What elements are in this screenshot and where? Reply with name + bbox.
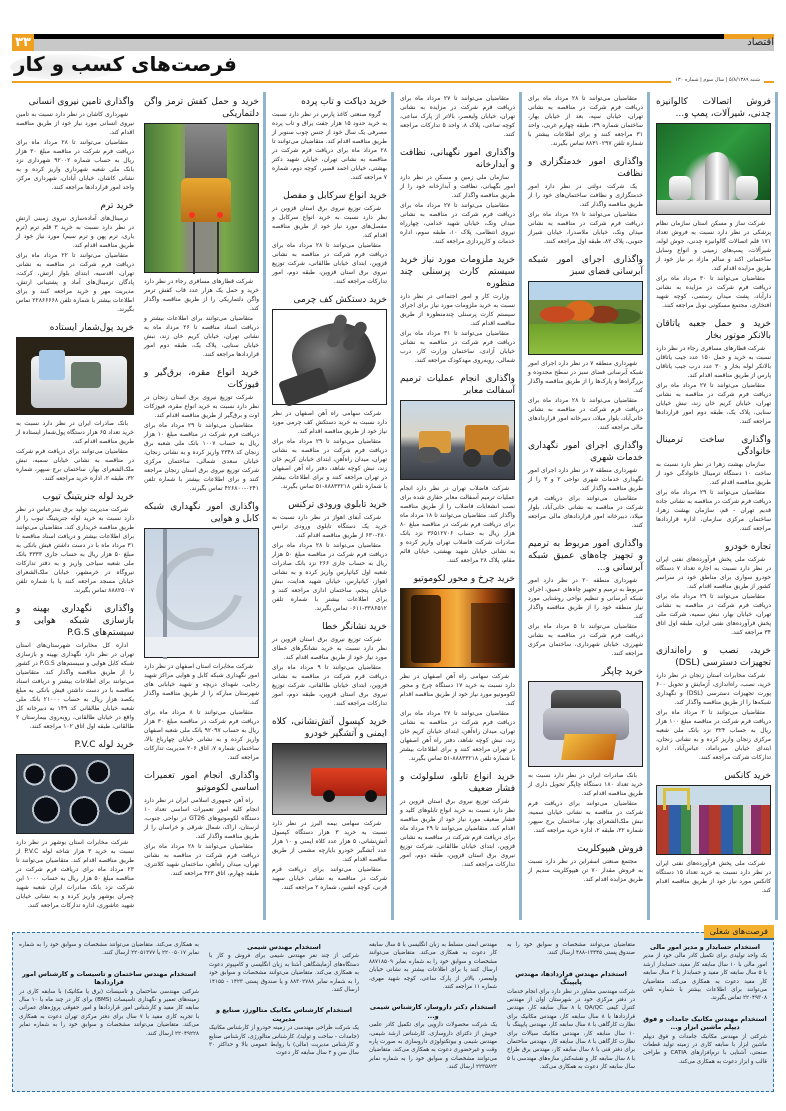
job-body: شرکتی مهندسی ساختمان و تاسیسات (برق یا مکانیک) با سابقه کاری در زمینه‌های تعمیر و نگهداری تاسیسات (BMS) برای کار در چند ماه با ۱۰ سال سابقه کار مفید و کارشناس امور قراردادها و امور حقوقی پروژه‌های عمرانی با تجربه کاری مفید با ۷ سال برای دفتر مرکزی تهران دعوت به همکاری می‌کند. متقاضیان می‌توانند مشخصات و سوابق خود را به شماره نمابر ۲۲۰۴۹۲۲۸ ارسال کنند.: [19, 988, 199, 1037]
job-body: یک شرکت طراحی مهندسی در زمینه خودرو از کارشناس مکانیک (جامدات - ساخت و تولید)، کارشناس متالورژی، کارشناس صنایع و کارشناس مدیریت (مالی) با روابط عمومی بالا و حداکثر ۳۰ سال سن و ۲ سال سابقه کار دعوت: [209, 1025, 359, 1057]
article-body: شرکت سهامی راه آهن اصفهان در نظر دارد نسبت به خرید دستکش کف چرمی مورد نیاز خود از طریق مناقصه اقدام کند.: [272, 410, 387, 435]
article-body: متقاضیان می‌توانند تا ۲۸ مرداد ماه برای دریافت فرم شرکت در مناقصه مبلغ ۳۰ هزار ریال به حساب شماره ۹۲۰۰۲ شهرداری نزد بانک ملی شعبه شهرداری واریز کرده و به نشانی کاشان، خیابان آبادان، شهرداری مرکز، واحد امور قراردادها مراجعه کنند.: [16, 139, 134, 191]
article-body: شرکت توزیع نیروی برق استان قزوین در نظر دارد نسبت به خرید انواع سرکابل و مفصل‌های مورد نیاز خود از طریق مناقصه اقدام کند.: [272, 205, 387, 239]
article-heading: خرید، نصب و راه‌اندازی تجهیزات دسترسی (DSL): [656, 646, 771, 668]
article-body: شرکت سهامی بیمه البرز در نظر دارد نسبت به خرید ۳ هزار دستگاه کپسول آتش‌نشانی، ۵ هزار عدد کلاه ایمنی و ۱۰ هزار عدد آتشگیر خودرو بایارچه مشمی از طریق مناقصه اقدام کند.: [272, 820, 387, 863]
article-body: متقاضیان می‌توانند تا ۳۰ مرداد ماه برای دریافت فرم شرکت در مزایده به نشانی دارآباد، پشت میدان رستمی، کوچه شهید افتخاری، مجتمع مسکونی نوبل مراجعه کنند.: [656, 275, 771, 309]
article-heading: واگذاری نگهداری بهینه و بازسازی شبکه هوایی و سیستم‌های P.G.S: [16, 604, 134, 638]
article-body: متقاضیان می‌توانند تا ۲۸ مرداد ماه برای دریافت فرم شرکت در مناقصه به نشانی میدان ونک، خیابان ملاصدرا، خیابان شیراز جنوبی، پلاک ۸۲، طبقه اول مراجعه کنند.: [528, 211, 643, 245]
job-heading: استخدام حسابدار و مدیر امور مالی: [650, 943, 760, 951]
section-title: فرصت‌های کسب و کار: [14, 52, 237, 76]
article-body: متقاضیان می‌توانند تا ۲ مرداد ماه برای دریافت فرم شرکت در مناقصه مبلغ ۱۰۰ هزار ریال به حساب ۳۲۴ نزد بانک ملی شعبه مرکزی زنجان واریز کرده و به نشانی زنجان، ابتدای خیابان میرداماد، عباس‌آباد، اداره تدارکات شرکت مراجعه کنند.: [656, 709, 771, 761]
job-body: شرکت مهندسی مشاور در نظر دارد برای انجام خدمات در دفتر مرکزی خود در شهرستان اوان از مهندس کنترل کیفی QA/QC با ۸ سال سابقه کار، مهندس قراردادها با ۸ سال سابقه کار، مهندس مکانیک برای نظارت کارگاهی با ۸ سال سابقه کار، مهندس پایپینگ با ۱۰ سال سابقه کار، مهندس مکانیک سیالات برای نظارت کارگاهی با ۸ سال سابقه کار، مهندس ساختمان برای دفتر فنی با ۸ سال سابقه کار، مهندس برق طراح با ۸ سال سابقه کار و نقشه‌کش سازه‌های مهندسی با ۵ سال سابقه کار دعوت به همکاری می‌کند.: [507, 988, 636, 1071]
fire-truck-photo: [272, 743, 387, 815]
article-body: متقاضیان می‌توانند تا ۲۹ مرداد ماه برای دریافت فرم شرکت در مناقصه مبلغ ۱۰ هزار ریال به حساب ۱۰۰۷ بانک ملی شعبه برق زنجان کد ۲۳۴۸ واریز کرده و به نشانی زنجان، خیابان سعدی شمالی، ساختمان مرکزی شرکت توزیع نیروی برق استان زنجان مراجعه کنند و برای اطلاعات بیشتر با شماره تلفن ۰۲۴۱-۴۲۶۸۰۰ تماس بگیرند.: [144, 422, 260, 492]
article-heading: خرید انواع تابلو، سلولوئت و فشار ضعیف: [400, 772, 515, 794]
job-heading: استخدام دکتر داروساز، کارشناس شیمی و...: [369, 1003, 497, 1020]
article-body: متقاضیان می‌توانند تا ۸ مرداد ماه برای دریافت فرم شرکت در مناقصه مبلغ ۳۰ هزار ریال به حساب ۹۲۰۹۷ بانک ملی شعبه اصفهان واریز کرده و به نشانی خیابان چهارباغ بالا، ساختمان شماره ۷، اتاق ۲۰۶ مدیریت تدارکات مراجعه کنند.: [144, 709, 260, 761]
article-heading: خرید انواع مقره، برق‌گیر و فیوزکات: [144, 368, 259, 390]
article-heading: خرید تابلوی ورودی ترکنس: [288, 500, 387, 510]
article-heading: خرید پول‌شمار ایستاده: [49, 323, 134, 333]
article-body: متقاضیان می‌توانند برای دریافت فرم شرکت در مناقصه به نشانی خانی‌آباد، بلوار میلاد، دبیرخانه امور قراردادهای مالی مراجعه کنند.: [528, 495, 643, 529]
column-3: [396, 92, 522, 920]
article-body: سازمان بهشت زهرا در نظر دارد نسبت به ساخت ۱۰ دستگاه ترمینال خانوادگی خود از طریق مناقصه اقدام کند.: [656, 461, 771, 486]
orange-divider: [12, 81, 774, 83]
article-body: مجتمع صنعتی اسفراین در نظر دارد نسبت به فروش مقدار ۷۰ تن هیپوکلریت سدیم از طریق مزایده اقدام کند.: [528, 858, 643, 883]
article-heading: خرید دستکش کف چرمی: [293, 295, 387, 305]
dateline: شنبه ۵/۸/۱۳۸۹ | سال سوم | شماره ۱۳۰: [671, 77, 764, 83]
article-body: متقاضیان می‌توانند تا ۲۸ مرداد ماه برای دریافت فرم شرکت در مناقصه به نشانی تهران، خیابان سپه، بعد از خیابان بهار، ساختمان شماره ۳۹، طبقه چهارم غربی، واحد ۳۱ مراجعه کنند و برای اطلاعات بیشتر با شماره تلفن ۸۸۳۱۰۲۹۷ تماس بگیرند.: [528, 95, 643, 147]
jobs-column-2: [507, 941, 635, 1072]
article-body: متقاضیان می‌توانند تا ۲۸ مرداد ماه برای دریافت فرم شرکت در مناقصه به نشانی تهران، میدان راه‌آهن، ساختمان شهید کلانتری، طبقه چهارم، اتاق ۴۲۳ مراجعه کنند.: [144, 843, 259, 877]
article-body: شرکت مخابرات استان اصفهان در نظر دارد امور نگهداری شبکه کابل و هوایی مراکز شهید رجایی، شهدای دریچه و شهید خیابانی های شهرستان مبارکه را از طریق مناقصه واگذار کند.: [144, 663, 259, 706]
article-body: متقاضیان می‌توانند برای دریافت فرم شرکت در مناقصه به نشانی خیابان سمیه، نبش ملک‌الشعرای بهار، ساختمان برج سپهر، شماره ۳۲، طبقه ۲، اداره خرید مراجعه کنند.: [16, 448, 134, 482]
job-body: به همکاری می‌کند. متقاضیان می‌توانند مشخصات و سوابق خود را به شماره نمابر ۲۲۰۰۵۰۱۷ یا ۲۲۰۵۱۳۷۷ ارسال کنند.: [19, 942, 199, 957]
newspaper-logo: اقتصاد: [747, 37, 774, 48]
jobs-column-1: [643, 941, 767, 1066]
article-heading: فروش هیپوکلریت: [577, 844, 643, 854]
article-heading: خرید ترم: [100, 201, 134, 211]
article-heading: واگذاری امور نگهبانی، نظافت و آبدارخانه: [400, 148, 515, 170]
article-heading: فروش اتصالات کالوانیزه چدنی، شیرآلات، پمپ و...: [656, 97, 771, 119]
article-body: شهرداری منطقه ۲۰ در نظر دارد امور مربوط به ترمیم و تجهیز چاه‌های عمیق، اجرای شبکه آبرسانی و تنظیم نواحی روشنایی مورد نیاز منطقه خود را از طریق مناقصه واگذار کند.: [528, 577, 643, 620]
article-heading: خرید نشانگر خطا: [322, 622, 387, 632]
jobs-section-tag: فرصت‌های شغلی: [704, 925, 774, 940]
article-body: شرکت توزیع نیروی برق استان زنجان در نظر دارد نسبت به خرید انواع مقره، فیوزکات اوت و برق‌گیر از طریق مناقصه اقدام کند.: [144, 394, 259, 419]
article-body: راه آهن جمهوری اسلامی ایران در نظر دارد انجام کلیه امور تعمیرات اساسی تعداد ۱۰ دستگاه لکوموتیوهای GT26 در نواحی جنوب، لرستان، اراک، شمال شرقی و خراسان را از طریق مناقصه واگذار کند.: [144, 797, 259, 840]
article-body: متقاضیان می‌توانند تا ۳۱ مرداد ماه برای دریافت فرم شرکت در مناقصه به نشانی خیابان آزادی، ساختمان وزارت کار، درب شمالی، روبه‌روی مهدکودک مراجعه کنند.: [400, 330, 515, 364]
article-body: متقاضیان می‌توانند تا ۲۹ مرداد ماه برای دریافت فرم شرکت در مناقصه به نشانی تهران، خیابان بهار، نبش سمیه، شرکت ملی پخش فرآورده‌های نفتی ایران، طبقه اول اتاق ۳۴ مراجعه کنند.: [656, 593, 771, 636]
article-heading: واگذاری انجام عملیات ترمیم آسفالت معابر: [400, 374, 515, 396]
article-body: متقاضیان می‌توانند برای اطلاعات بیشتر و دریافت اسناد مناقصه تا ۲۶ مرداد ماه به نشانی تهران، خیابان کریم خان زند، نبش خیابان سنایی، پلاک یک، طبقه دوم امور قراردادها مراجعه کنند.: [144, 315, 259, 358]
article-body: متقاضیان می‌توانند تا ۲۸ مرداد ماه برای دریافت فرم شرکت در مناقصه به نشانی خانی‌آباد، بلوار میلاد، دبیرخانه امور قراردادهای مالی مراجعه کنند.: [528, 397, 643, 431]
column-5: [140, 92, 266, 920]
article-heading: خرید انواع سرکابل و مفصل: [283, 191, 387, 201]
article-body: متقاضیان می‌توانند تا ۲۸ مرداد ماه برای دریافت فرم شرکت در مناقصه مبلغ ۵۰ هزار ریال به حساب جاری ۲۶۶ نزد بانک صادرات شعبه اول کیانپارس واریز کرده و به نشانی اهواز، کیانپارس، خیابان شهید هدایت، نبش خیابان پنجم، ساختمان اداری مراجعه کنند و برای اطلاعات بیشتر با شماره تلفن ۳۳۸۶۵۱۲-۰۶۱۱ تماس بگیرند.: [272, 542, 387, 612]
column-1: [652, 92, 778, 920]
article-body: متقاضیان می‌توانند برای دریافت فرم شرکت در مناقصه به نشانی خیابان سمیه، نبش ملک‌الشعرای بهار، ساختمان برج سپهر، شماره ۳۲، طبقه ۲، اداره خرید مراجعه کنند.: [528, 800, 643, 834]
article-body: یک شرکت دولتی در نظر دارد امور خدمتگزاری و نظافت ساختمان‌های خود را از طریق مناقصه واگذار کند.: [528, 183, 643, 208]
article-body: شرکت ملی پخش فرآورده‌های نفتی ایران در نظر دارد نسبت به اجاره تعداد ۷ دستگاه خودرو سواری برای مناطق خود در سراسر کشور از طریق مناقصه اقدام کند.: [656, 556, 772, 590]
job-body: یک شرکت محصولات دارویی برای تکمیل کادر علمی خویش از دکترای داروسازی، کارشناس ارشد شیمی، مهندس شیمی و بیوتکنولوژی داروسازی به صورت پاره وقت و غیرحضوری دعوت به همکاری می‌کند. متقاضیان می‌توانند مشخصات و سوابق خود را به شماره نمابر ۲۲۳۵۸۲۲ ارسال کنند.: [369, 1022, 497, 1071]
article-columns: [8, 92, 778, 920]
job-body: شرکتی از مهندس مکانیک جامدات و فوق دیپلم ماشین ابزار با سابقه کاری در زمینه تولید قطعات صنعتی، آشنایی با نرم‌افزارهای CATIA و طراحی قالب و ابزار دعوت به همکاری می‌کند.: [643, 1033, 767, 1065]
job-heading: استخدام مهندس مکانیک جامدات و فوق دیپلم ماشین ابزار و...: [643, 1014, 767, 1032]
article-body: متقاضیان می‌توانند تا ۲۹ مرداد ماه برای دریافت فرم شرکت در مناقصه به نشانی تهران، میدان راه‌آهن، ابتدای خیابان کریم خان زند، نبش کوچه شاهد، دفتر راه آهن اصفهان در تهران مراجعه کنند و برای اطلاعات بیشتر با شماره تلفن ۸۸۸۳۳۲۱۸-۵۱ تماس بگیرند.: [272, 438, 387, 490]
article-body: متقاضیان می‌توانند تا ۲۷ مرداد ماه برای دریافت فرم شرکت در مزایده به نشانی تهران، خیابان ولیعصر، بالاتر از پارک ساعی، کوچه ساعی، پلاک ۸، واحد ۵ تدارکات مراجعه کنند.: [400, 95, 515, 138]
article-body: شهرداری منطقه ۷ در نظر دارد اجرای امور نگهداری خدمات شهری نواحی ۲ و ۳ را از طریق مناقصه واگذار کند.: [528, 467, 643, 492]
article-heading: واگذاری امور خدمتگزاری و نظافت: [528, 157, 643, 179]
satellite-dish-photo: [144, 528, 259, 658]
job-heading: استخدام مهندس ساختمان و تاسیسات و کارشناس امور قراردادها: [22, 969, 196, 987]
column-6: [12, 92, 138, 920]
article-heading: خرید ملزومات مورد نیاز خرید سیستم کارت پرسنلی چند منظوره: [400, 255, 515, 289]
article-body: شرکت قطارهای مسافری رجاء در نظر دارد خرید و حمل یک هزار عدد قاب کفش ترمز واگن دلتماریکی را از طریق مناقصه واگذار کند.: [144, 278, 259, 312]
article-body: گروه صنعتی کاغذ پارس در نظر دارد نسبت به خرید حدود ۱۵ هزار جفت یراق و تاب پرده مصرفی یک سال خود از جنس چوب سنوبر از طریق مناقصه اقدام کند. متقاضیان می‌توانند تا ۲۸ مرداد ماه برای دریافت فرم شرکت در مناقصه به نشانی تهران، خیابان شهید دکتر بهشتی، خیابان احمد قصیر، کوچه دوم، شماره ۷ مراجعه کنند.: [272, 111, 387, 181]
containers-photo: [656, 785, 771, 855]
glove-photo: [272, 309, 387, 405]
article-body: متقاضیان می‌توانند تا ۲۹ مرداد ماه برای دریافت فرم شرکت در مناقصه به نشانی جاده قدیم تهران - قم، سازمان بهشت زهرا، ساختمان مرکزی سازمان، اداره قراردادها مراجعه کنند.: [656, 489, 771, 532]
article-heading: تجاره خودرو: [725, 542, 771, 552]
article-body: شرکت مخابرات استان بوشهر در نظر دارد نسبت به خرید ۳ هزار شاخه لوله P.V.C از طریق مناقصه اقدام کند. متقاضیان می‌توانند تا ۲۳ مرداد ماه برای دریافت فرم شرکت در مناقصه مبلغ ۵۰ هزار ریال به حساب ۱۰۰۰ این شرکت نزد بانک صادرات ایران شعبه شهید چمران بوشهر واریز کرده و به نشانی خیابان شهید عاشوری، اداره تدارکات مراجعه کنند.: [16, 839, 134, 909]
article-body: متقاضیان می‌توانند تا ۲۷ مرداد ماه برای دریافت فرم شرکت در مناقصه به نشانی تهران، خیابان کریم خان زند، نبش خیابان سنایی، پلاک یک، طبقه دوم امور قراردادها مراجعه کنند.: [656, 382, 771, 425]
article-body: شرکت فاضلاب تهران در نظر دارد انجام عملیات ترمیم آسفالت معابر حفاری شده برای نصب انشعابات فاضلاب را از طریق مناقصه واگذار کند. متقاضیان می‌توانند تا ۱۸ مرداد ماه برای دریافت فرم شرکت در مناقصه مبلغ ۸۰ هزار ریال به حساب ۳۶۵۱۲۷۰۶ نزد بانک صادرات شرکت فاضلاب تهران واریز کرده و به نشانی خیابان شهید بهشتی، خیابان قائم مقام، پلاک ۲۸ مراجعه کنند.: [400, 485, 515, 564]
job-body: مهندس ایمنی مسلط به زبان انگلیسی با ۵ سال سابقه کار دعوت به همکاری می‌کند. متقاضیان می‌توانند مشخصات و سوابق خود را به شماره نمابر ۸۸۷۱۸۵۰۹ ارسال کنند یا برای اطلاعات بیشتر به نشانی خیابان ولیعصر، بالاتر از پارک ساعی، کوچه شهید مهری، شماره ۱۱ مراجعه کنند.: [369, 942, 497, 991]
article-body: سازمان ملی زمین و مسکن در نظر دارد امور نگهبانی، نظافت و آبدارخانه خود را از طریق مناقصه واگذار کند.: [400, 174, 515, 199]
job-heading: استخدام کارشناس مکانیک متالورژ، صنایع و مدیریت: [216, 1006, 352, 1023]
article-body: شرکت توزیع نیروی برق استان قزوین در نظر دارد نسبت به خرید انواع تابلوهای کلید و فشار ضعیف مورد نیاز خود از طریق مناقصه اقدام کند. متقاضیان می‌توانند تا ۲۹ مرداد ماه برای دریافت فرم شرکت در مناقصه به نشانی قزوین، ابتدای خیابان طالقانی، شرکت توزیع نیروی برق استان قزوین، طبقه دوم، امور تدارکات مراجعه کنند.: [400, 798, 515, 868]
article-heading: خرید چرخ و محور لکوموتیو: [413, 574, 515, 584]
train-photo: [144, 123, 259, 273]
article-heading: خرید کانکس: [724, 771, 771, 781]
column-2: [524, 92, 650, 920]
article-body: اداره کل مخابرات شهرستان‌های استان تهران در نظر دارد نگهداری بهینه و بازسازی شبکه کابل هوایی و سیستم‌های P.G.S در کشور را از طریق مناقصه واگذار کند. متقاضیان می‌توانند برای اطلاعات بیشتر و دریافت اسناد مناقصه با در دست داشتن فیش بانکی به مبلغ یکصد هزار ریال به حساب ۲۱۰۰۰ بانک ملی شعبه خیابان طالقانی کد ۱۴۹ به دبیرخانه کل واقع در خیابان طالقانی، روبه‌روی بیمارستان ۲ طالقانی، طبقه اول اتاق ۱۰۲ مراجعه کنند.: [16, 642, 135, 730]
article-body: شرکت توزیع نیروی برق استان قزوین در نظر دارد نسبت به خرید نشانگرهای خطای مورد نیاز خود از طریق مناقصه اقدام کند.: [272, 636, 387, 661]
article-body: شرکت ملی پخش فرآورده‌های نفتی ایران در نظر دارد نسبت به خرید تعداد ۱۵ دستگاه کانکس مورد نیاز خود از طریق مناقصه اقدام کند.: [656, 860, 772, 894]
job-body: یک واحد تولیدی برای تکمیل کادر مالی خود از مدیر امور مالی با ۱۰ سال سابقه کار مفید، حسابدار ارشد با ۵ سال سابقه کار مفید و حسابدار با ۳ سال سابقه کار مفید دعوت به همکاری می‌کند. متقاضیان می‌توانند برای اطلاعات بیشتر با شماره تلفن ۲۲۰۴۹۳۰۸ تماس بگیرند.: [643, 953, 767, 1002]
article-heading: واگذاری اجرای امور نگهداری خدمات شهری: [528, 441, 643, 463]
article-heading: واگذاری انجام امور تعمیرات اساسی لکوموتیو: [144, 771, 259, 793]
article-heading: واگذاری امور مربوط به ترمیم و تجهیز چاه‌های عمیق شبکه آبرسانی و...: [528, 539, 643, 573]
article-heading: خرید کپسول آتش‌نشانی، کلاه ایمنی و آتشگیر خودرو: [272, 717, 387, 739]
article-body: متقاضیان می‌توانند تا ۲۸ مرداد ماه برای دریافت فرم شرکت در مناقصه به نشانی قزوین، ابتدای خیابان طالقانی، شرکت توزیع نیروی برق استان قزوین، طبقه دوم، امور تدارکات مراجعه کنند.: [272, 242, 387, 285]
article-heading: خرید چاپگر: [601, 667, 643, 677]
column-4: [268, 92, 394, 920]
job-body: متقاضیان می‌توانند مشخصات و سوابق خود را به صندوق پستی ۱۳۴۴۵-۴۸۸ ارسال کنند.: [507, 942, 635, 957]
article-body: شهرداری کاشان در نظر دارد نسبت به تامین نیروی انسانی مورد نیاز خود از طریق مناقصه اقدام کند.: [16, 111, 134, 136]
article-body: شرکت قطارهای مسافری رجاء در نظر دارد نسبت به خرید و حمل ۱۵۰ عدد جیب یاتاقان بالانکر لوله بخار و ۳۰ عدد درب جیب یاتاقان پارس از طریق مناقصه اقدام کند.: [656, 345, 771, 379]
article-heading: واگذاری ساخت ترمینال خانوادگی: [656, 435, 771, 457]
article-body: متقاضیان می‌توانند تا ۲۷ مرداد ماه برای دریافت فرم شرکت در مناقصه به نشانی تهران، میدان راه‌آهن، ابتدای خیابان کریم خان زند، نبش کوچه شاهد، دفتر راه آهن اصفهان در تهران مراجعه کنند و برای اطلاعات بیشتر با شماره تلفن ۸۸۸۳۳۲۱۸-۵۱ تماس بگیرند.: [400, 710, 515, 762]
jobs-column-3: [369, 941, 497, 1072]
article-body: وزارت کار و امور اجتماعی در نظر دارد نسبت به خرید ملزومات مورد نیاز برای اجرای سیستم کارت پرسنلی چندمنظوره از طریق مناقصه اقدام کند.: [400, 293, 515, 327]
job-body: شرکتی از چند نفر مهندس شیمی برای فروش و کار با دستگاه‌های آزمایشگاهی آشنا به زبان انگلیسی و کامپیوتر دعوت به همکاری می‌کند. متقاضیان می‌توانند مشخصات و سوابق خود را به شماره نمابر ۸۸۳۰۲۷۸۸ و یا صندوق پستی ۱۴۲۳ - ۱۴۱۵۵ ارسال کنند.: [209, 953, 359, 994]
article-body: متقاضیان می‌توانند تا ۵ مرداد ماه برای دریافت فرم شرکت در مناقصه به نشانی شهرری، خیابان شهرداری، ساختمان مرکزی مراجعه کنند.: [528, 623, 643, 657]
article-body: شرکت مخابرات استان زنجان در نظر دارد خرید، نصب، راه‌اندازی، آزمایش و تحویل ۶۰۰ پورت تجهیزات دسترسی (DSL) و نگهداری شبکه‌ها را از طریق مناقصه واگذار کند.: [656, 672, 771, 706]
jobs-box: [12, 932, 774, 1092]
article-body: ترمینال‌های آماده‌سازی نیروی زمینی ارتش در نظر دارد نسبت به خرید ۳ قلم ترم (ترم یاری، ترم پهن و ترم سیم) مورد نیاز خود از طریق مناقصه اقدام کند.: [16, 215, 134, 249]
job-heading: استخدام مهندس شیمی: [247, 943, 321, 951]
article-body: شرکت ساز و مسکن استان سازمان نظام پزشکی در نظر دارد نسبت به فروش تعداد ۱۷۱ قلم اتصالات گالوانیزه چدنی، جوش لوله، شیرآلات، پمپ‌های زمینی و انواع وسایل ساختمانی اکند و سالم مازاد بر نیاز خود از طریق مزایده اقدام کند.: [656, 220, 771, 272]
pipes-photo: [16, 754, 134, 834]
article-heading: خرید لوله P.V.C: [74, 740, 134, 750]
article-body: متقاضیان می‌توانند برای دریافت فرم شرکت در مناقصه به نشانی خیابان سهید قرنی، کوچه انشین، شماره ۲ مراجعه کنند.: [272, 866, 387, 891]
article-heading: واگذاری امور نگهداری شبکه کابل و هوایی: [144, 502, 259, 524]
money-counter-photo: [16, 337, 134, 415]
article-heading: واگذاری اجرای امور شبکه آبرسانی فضای سبز: [528, 255, 643, 277]
article-heading: واگذاری تامین نیروی انسانی: [28, 97, 134, 107]
article-body: شرکت سهامی راه آهن اصفهان در نظر دارد نسبت به خرید ۱۷ دستگاه چرخ و محور لکوموتیو مورد نیاز خود از طریق مناقصه اقدام کند.: [400, 673, 515, 707]
masthead-gray-band: [12, 39, 774, 51]
faucet-photo: [656, 123, 771, 215]
locomotive-photo: [400, 588, 515, 668]
jobs-column-5: [19, 941, 199, 1038]
article-heading: خرید لوله جنریتینگ تیوب: [42, 492, 134, 502]
article-body: بانک صادرات ایران در نظر دارد نسبت به خرید تعداد ۶۵ هزار دستگاه پول‌شمار ایستاده از طریق مناقصه اقدام کند.: [16, 420, 134, 445]
article-body: متقاضیان می‌توانند تا ۲۷ مرداد ماه برای دریافت فرم شرکت در مناقصه به نشانی میدان ونک، خیابان شهید خدامی، چهارراه نیروی انتظامی، پلاک ۱۰، طبقه سوم، اداره خدمات و کارپردازی مراجعه کنند.: [400, 202, 515, 245]
article-body: شهرداری منطقه ۷ در نظر دارد اجرای امور شبکه آبرسانی فضای سبز در سطح محدوده و بزرگراه‌ها و پارک‌ها را از طریق مناقصه واگذار کند.: [528, 360, 643, 394]
jobs-column-4: [209, 941, 359, 1058]
article-heading: خرید دیاکت و تاب پرده: [301, 97, 387, 107]
article-body: شرکت مدیریت تولید برق بندرعباس در نظر دارد نسبت به خرید لوله جنریتینگ تیوب را از طریق مناقصه خریداری کند. متقاضیان می‌توانند برای اطلاعات بیشتر و دریافت اسناد مناقصه تا ۳۱ مرداد ماه با در دست داشتن فیش بانکی به مبلغ ۵۰ هزار ریال به حساب جاری ۳۳۳۳ بانک ملی شعبه سیاحی واریز و به دفتر تدارکات نیروگاه در خرمشهر، خیابان ملک‌الشعرای خیابان مسجد مراجعه کنند یا با شماره تلفن ۸۸۸۲۵۰۰۷ تماس بگیرند.: [16, 506, 134, 594]
printer-photo: [528, 681, 643, 767]
trees-photo: [528, 281, 643, 355]
road-roller-photo: [400, 400, 515, 480]
article-body: بانک صادرات ایران در نظر دارد نسبت به خرید تعداد ۱۸۰ دستگاه چاپگر تحویل داری از طریق مناقصه اقدام کند.: [528, 772, 643, 797]
article-body: متقاضیان می‌توانند تا ۹ مرداد ماه برای دریافت فرم شرکت در مناقصه به نشانی قزوین، ابتدای خیابان طالقانی، شرکت توزیع نیروی برق استان قزوین، طبقه دوم، امور تدارکات مراجعه کنند.: [272, 664, 387, 707]
page-number: ۳۳: [12, 34, 34, 51]
article-body: شرکت آبفای اهواز در نظر دارد نسبت به خرید یک دستگاه تابلوی ورودی ترانس ۲۸۰-۶۳۰ از طریق مناقصه اقدام کند.: [272, 514, 387, 539]
article-heading: خرید و حمل کفش ترمز واگن دلتماریکی: [144, 97, 259, 119]
article-heading: خرید و حمل جعبه یاتاقان بالانکر موتور بخار: [656, 319, 771, 341]
job-heading: استخدام مهندس قراردادها، مهندس پایپینگ: [515, 969, 627, 987]
article-body: متقاضیان می‌توانند تا ۲۲ مرداد ماه برای دریافت فرم شرکت در مناقصه به نشانی تهران، اقدسیه، ابتدای بلوار ارتش، کرکت، پادگان ترمینال‌های آماد و پشتیبانی ارتش، مدیریت مهر و خرید مراجعه کنند و برای اطلاعات بیشتر با شماره تلفن ۲۲۸۶۶۶۶۸ تماس بگیرند.: [16, 252, 134, 313]
